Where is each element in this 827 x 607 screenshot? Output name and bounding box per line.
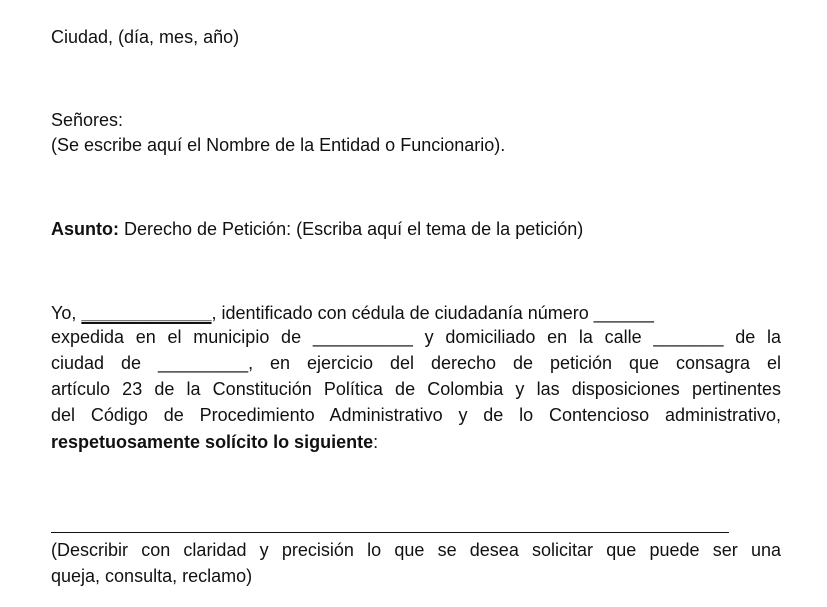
body-line-3: ciudad de _________, en ejercicio del derecho de petición que consagra el xyxy=(51,353,781,373)
body-line-4: artículo 23 de la Constitución Política de Colombia y las disposiciones pertinentes xyxy=(51,379,781,399)
body-line-5: del Código de Procedimiento Administrativo y de lo Contencioso administrativo, xyxy=(51,405,781,425)
request-colon: : xyxy=(373,432,379,452)
name-blank: _____________ xyxy=(81,303,212,323)
subject-text: Derecho de Petición: (Escriba aquí el tema de la petición) xyxy=(118,219,584,239)
recipient-line: (Se escribe aquí el Nombre de la Entidad o Funcionario). xyxy=(51,135,506,155)
letter-page xyxy=(51,0,781,607)
body-line-1-rest: , identificado con cédula de ciudadanía número ______ xyxy=(211,303,654,323)
request-phrase: respetuosamente solícito lo siguiente xyxy=(51,432,374,452)
salutation: Señores: xyxy=(51,110,124,130)
body-line-2: expedida en el municipio de __________ y domiciliado en la calle _______ de la xyxy=(51,327,781,347)
request-line-1: (Describir con claridad y precisión lo que se desea solicitar que puede ser una xyxy=(51,540,781,560)
subject-line xyxy=(51,218,583,240)
request-line-2: queja, consulta, reclamo) xyxy=(51,566,253,586)
subject-label: Asunto: xyxy=(51,219,119,239)
request-blank-line xyxy=(51,532,729,533)
date-line: Ciudad, (día, mes, año) xyxy=(51,27,240,47)
body-yo: Yo, xyxy=(51,303,82,323)
body-line-1 xyxy=(51,302,654,324)
body-line-6 xyxy=(51,431,378,453)
